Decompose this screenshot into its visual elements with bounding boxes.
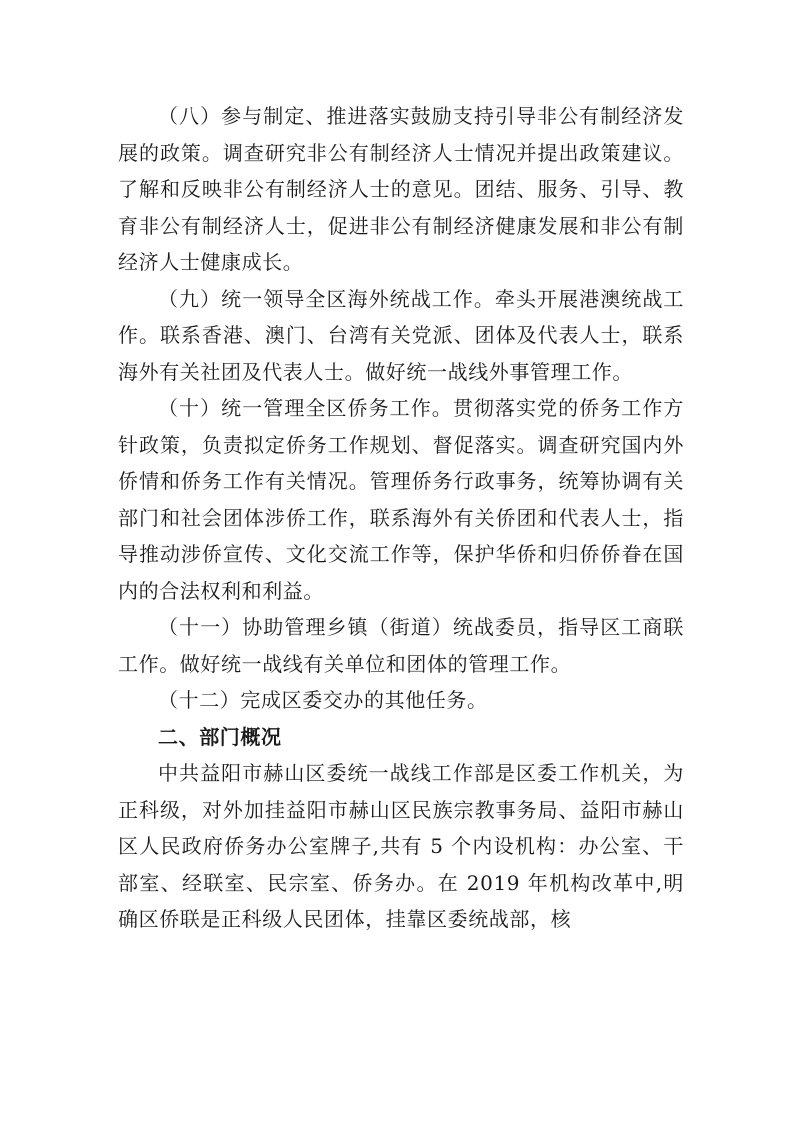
paragraph-nine: （九）统一领导全区海外统战工作。牵头开展港澳统战工作。联系香港、澳门、台湾有关党派、团体及代表人士，联系海外有关社团及代表人士。做好统一战线外事管理工作。	[118, 286, 684, 384]
paragraph-twelve: （十二）完成区委交办的其他任务。	[158, 688, 488, 712]
section-paragraph: 中共益阳市赫山区委统一战线工作部是区委工作机关，为正科级，对外加挂益阳市赫山区民族宗教事务局、益阳市赫山区人民政府侨务办公室牌子,共有 5 个内设机构：办公室、干部室、经联室、民宗室、侨务办。在 2019 年机构改革中,明确区侨联是正科级人民团体，挂靠区委统战部，核	[118, 761, 684, 931]
paragraph-eight: （八）参与制定、推进落实鼓励支持引导非公有制经济发展的政策。调查研究非公有制经济人士情况并提出政策建议。了解和反映非公有制经济人士的意见。团结、服务、引导、教育非公有制经济人士，促进非公有制经济健康发展和非公有制经济人士健康成长。	[118, 104, 684, 274]
paragraph-eleven: （十一）协助管理乡镇（街道）统战委员，指导区工商联工作。做好统一战线有关单位和团体的管理工作。	[118, 615, 684, 676]
document-body	[118, 98, 684, 938]
section-heading: 二、部门概况	[158, 724, 282, 749]
paragraph-ten: （十）统一管理全区侨务工作。贯彻落实党的侨务工作方针政策，负责拟定侨务工作规划、督促落实。调查研究国内外侨情和侨务工作有关情况。管理侨务行政事务，统筹协调有关部门和社会团体涉侨工作，联系海外有关侨团和代表人士，指导推动涉侨宣传、文化交流工作等，保护华侨和归侨侨眷在国内的合法权利和利益。	[118, 396, 684, 603]
